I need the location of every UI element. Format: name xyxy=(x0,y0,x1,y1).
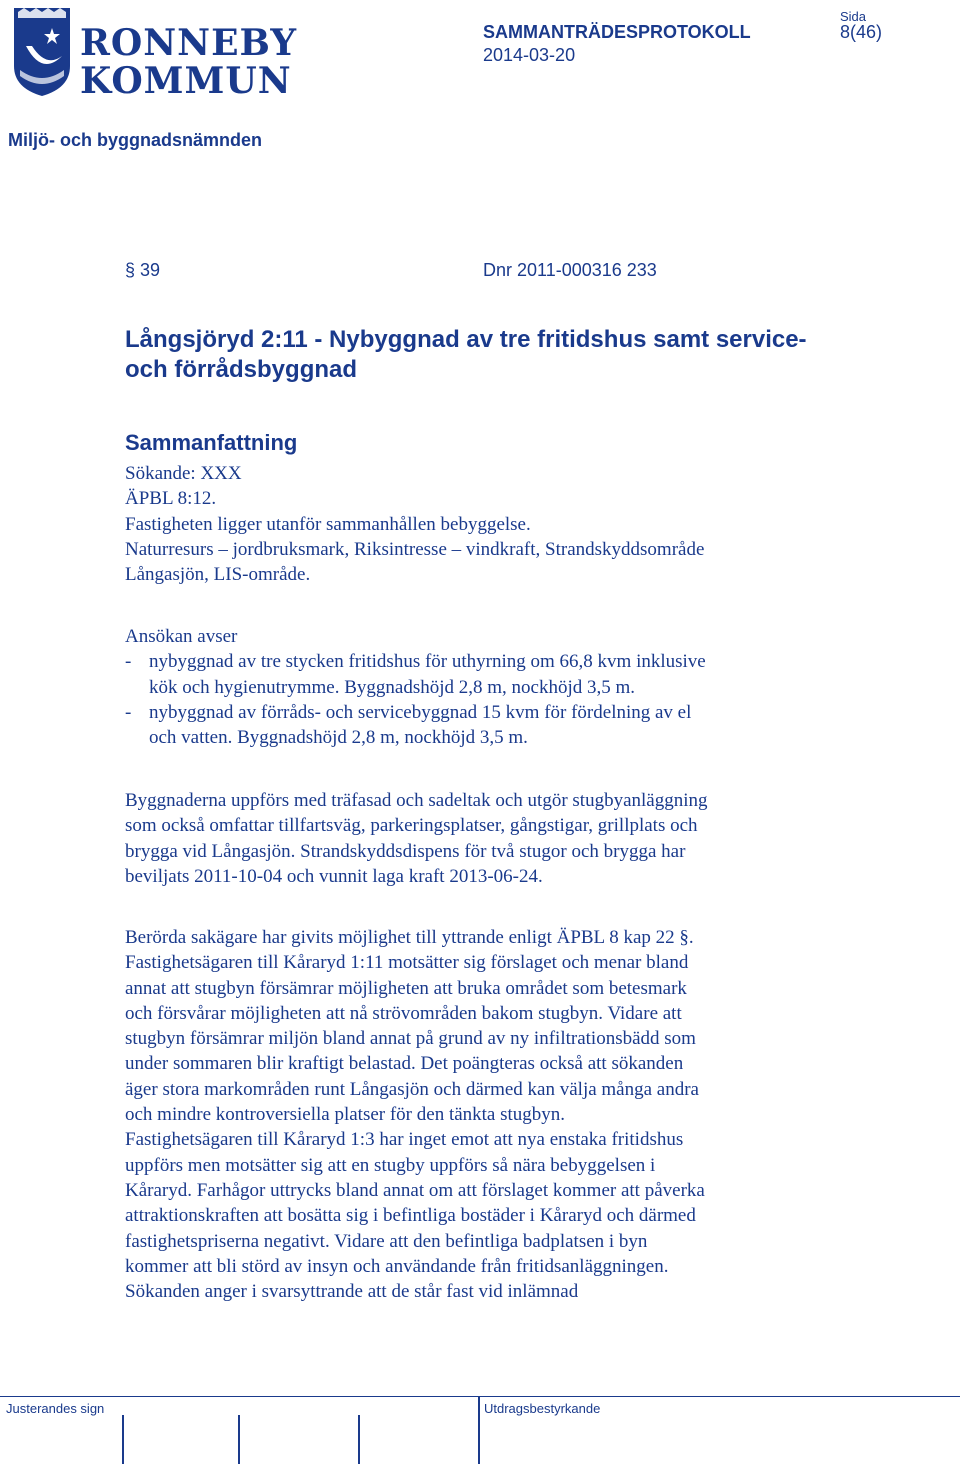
text-line: Byggnaderna uppförs med träfasad och sadeltak och utgör stugbyanläggning xyxy=(125,790,708,811)
organization-wordmark: RONNEBY KOMMUN xyxy=(80,22,298,102)
text-line: attraktionskraften att bosätta sig i befintliga bostäder i Kåraryd och därmed xyxy=(125,1205,696,1227)
list-item xyxy=(125,649,825,700)
text-line: Långasjön, LIS-område. xyxy=(125,564,311,586)
list-item xyxy=(125,700,825,751)
text-line: Sökanden anger i svarsyttrande att de står fast vid inlämnad xyxy=(125,1281,579,1303)
text-line: Fastigheten ligger utanför sammanhållen bebyggelse. xyxy=(125,513,531,535)
text-line: som också omfattar tillfartsväg, parkeringsplatser, gångstigar, grillplats och xyxy=(125,815,698,837)
list-item-text: kök och hygienutrymme. Byggnadshöjd 2,8 m, nockhöjd 3,5 m. xyxy=(149,676,636,698)
text-line: ÄPBL 8:12. xyxy=(125,488,217,510)
list-item-text: nybyggnad av tre stycken fritidshus för uthyrning om 66,8 kvm inklusive xyxy=(149,651,706,673)
meeting-date: 2014-03-20 xyxy=(483,45,576,65)
summary-heading: Sammanfattning xyxy=(125,430,298,455)
signature-divider xyxy=(238,1415,240,1464)
text-line: stugbyn försämrar miljön bland annat på grund av ny infiltrationsbädd som xyxy=(125,1028,696,1050)
signature-divider xyxy=(478,1397,480,1464)
text-line: Kåraryd. Farhågor uttrycks bland annat om att förslaget kommer att påverka xyxy=(125,1179,705,1201)
text-line: annat att stugbyn försämrar möjligheten att bruka området som betesmark xyxy=(125,977,687,999)
text-line: beviljats 2011-10-04 och vunnit laga kraft 2013-06-24. xyxy=(125,865,543,887)
list-item-text: nybyggnad av förråds- och servicebyggnad 15 kvm för fördelning av el xyxy=(149,701,692,723)
list-item-text: och vatten. Byggnadshöjd 2,8 m, nockhöjd 3,5 m. xyxy=(149,727,528,749)
text-line: uppförs men motsätter sig att en stugby uppförs så nära bebyggelsen i xyxy=(125,1154,656,1176)
description-paragraph xyxy=(125,788,825,889)
text-line: och mindre kontroversiella platser för den tänkta stugbyn. xyxy=(125,1104,566,1126)
signature-divider xyxy=(358,1415,360,1464)
text-line: under sommaren blir kraftigt belastad. Det poängteras också att sökanden xyxy=(125,1053,684,1075)
text-line: Naturresurs – jordbruksmark, Riksintresse – vindkraft, Strandskyddsområde xyxy=(125,538,705,560)
application-scope-block xyxy=(125,624,825,750)
text-line: fastighetspriserna negativt. Vidare att den befintliga badplatsen i byn xyxy=(125,1230,648,1252)
text-line: och försvårar möjligheten att nå strövområden bakom stugbyn. Vidare att xyxy=(125,1002,682,1024)
document-type: SAMMANTRÄDESPROTOKOLL xyxy=(483,22,751,42)
justerandes-sign-label: Justerandes sign xyxy=(6,1401,105,1416)
application-intro: Ansökan avser xyxy=(125,626,238,647)
page-label: Sida xyxy=(840,9,867,24)
text-line: Sökande: XXX xyxy=(125,463,242,484)
text-line: äger stora markområden runt Långasjön och därmed kan välja många andra xyxy=(125,1078,699,1100)
text-line: brygga vid Långasjön. Strandskyddsdispens för två stugor och brygga har xyxy=(125,840,686,862)
page-number: 8(46) xyxy=(840,22,883,42)
signature-divider xyxy=(122,1415,124,1464)
registration-number: Dnr 2011-000316 233 xyxy=(483,260,657,280)
list-dash: - xyxy=(125,651,132,673)
applicant-info-block xyxy=(125,461,825,587)
text-line: kommer att bli störd av insyn och användande från fritidsanläggningen. xyxy=(125,1255,669,1277)
objections-paragraph xyxy=(125,925,825,1304)
section-title: Långsjöryd 2:11 - Nybyggnad av tre fritidshus samt service- och förrådsbyggnad xyxy=(125,326,807,383)
list-dash: - xyxy=(125,701,132,723)
committee-name: Miljö- och byggnadsnämnden xyxy=(8,130,263,150)
signature-footer xyxy=(0,1396,960,1464)
text-line: Berörda sakägare har givits möjlighet till yttrande enligt ÄPBL 8 kap 22 §. xyxy=(125,927,694,948)
utdragsbestyrkande-label: Utdragsbestyrkande xyxy=(484,1401,601,1416)
municipality-coat-of-arms-logo xyxy=(12,6,72,98)
text-line: Fastighetsägaren till Kåraryd 1:3 har inget emot att nya enstaka fritidshus xyxy=(125,1129,684,1151)
paragraph-number: § 39 xyxy=(125,260,161,280)
text-line: Fastighetsägaren till Kåraryd 1:11 motsätter sig förslaget och menar bland xyxy=(125,952,689,974)
